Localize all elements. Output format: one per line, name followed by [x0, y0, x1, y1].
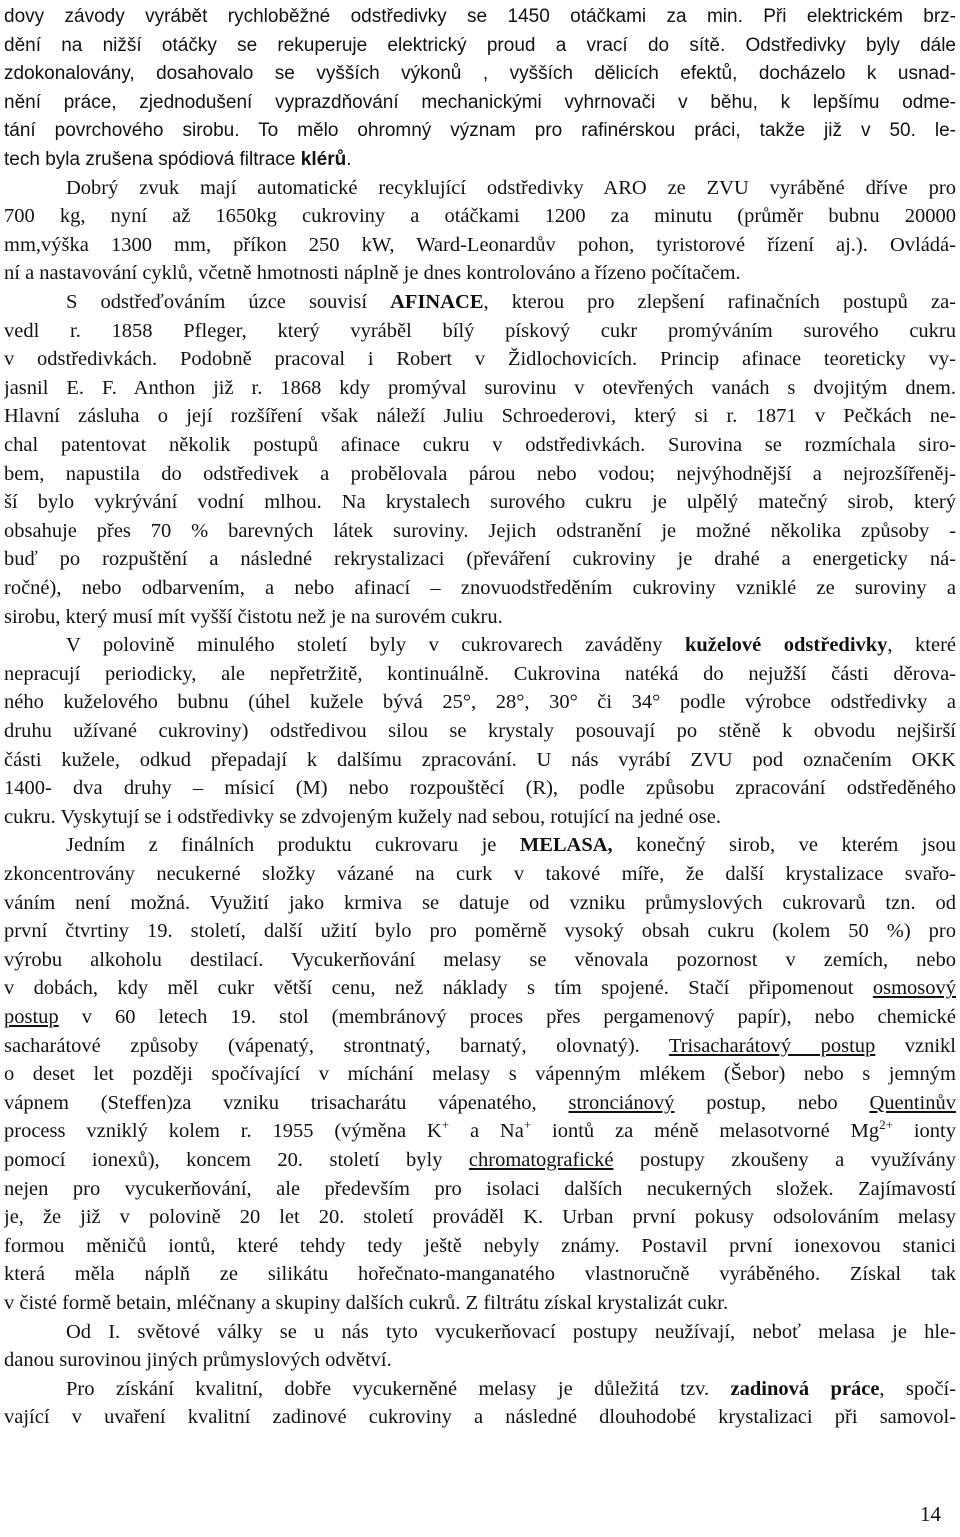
text-line: [4, 774, 956, 803]
text-line: [4, 517, 956, 546]
text-run: nejen pro vycukerňování, ale především pro isolaci dalších necukerných složek. Zajímavostí: [4, 1177, 956, 1200]
underlined-term: osmosový: [872, 977, 956, 1000]
text-line: [4, 1203, 956, 1232]
bold-term: MELASA,: [519, 834, 613, 857]
text-run: mm,výška 1300 mm, příkon 250 kW, Ward-Leonardův pohon, tyristorové řízení aj.). Ovládá-: [4, 233, 956, 256]
text-run: výrobu alkoholu destilací. Vycukerňování melasy se věnovala pozornost v zemích, nebo: [4, 948, 956, 971]
text-run: pomocí ionexů), koncem 20. století byly: [4, 1149, 469, 1171]
text-run: S odstřeďováním úzce souvisí: [66, 291, 391, 313]
text-run: V polovině minulého století byly v cukrovarech zaváděny: [66, 634, 685, 657]
text-run: tech byla zrušena spódiová filtrace: [4, 149, 301, 170]
text-line: [4, 946, 956, 975]
text-line: [4, 1260, 956, 1289]
text-line: [4, 1089, 956, 1118]
text-run: části kužele, odkud přepadají k dalšímu zpracování. U nás vyrábí ZVU pod označením OKK: [4, 748, 956, 771]
text-run: zkoncentrovány necukerné složky vázané na curk v takové míře, že další krystalizace svařo-: [4, 863, 956, 885]
underlined-term: stronciánový: [568, 1091, 675, 1114]
text-line: [4, 746, 956, 775]
text-run: v čisté formě betain, mléčnany a skupiny dalších cukrů. Z filtrátu získal krystalizát cukr.: [4, 1292, 729, 1314]
text-line: [4, 660, 956, 689]
underlined-term: chromatografické: [468, 1149, 614, 1171]
text-run: která měla náplň ze silikátu hořečnato-manganatého vlastnoručně vyráběného. Získal tak: [4, 1263, 956, 1286]
text-run: Jedním z finálních produktu cukrovaru je: [66, 834, 520, 857]
text-run: buď po rozpuštění a následné rekrystalizaci (převáření cukroviny je drahé a energeticky ná-: [4, 548, 956, 571]
text-line: [4, 59, 956, 88]
text-run: v odstředivkách. Podobně pracoval i Robert v Židlochovicích. Princip afinace teoreticky vy-: [4, 348, 956, 371]
text-line: [4, 1003, 956, 1032]
text-run: zdokonalovány, dosahovalo se vyšších výkonů , vyšších dělicích efektů, docházelo k usnad-: [4, 63, 956, 85]
text-run: nepracují periodicky, ale nepřetržitě, kontinuálně. Cukrovina natéká do nejužší části děrova-: [4, 662, 956, 685]
text-line: [4, 402, 956, 431]
text-line: [4, 688, 956, 717]
text-line: [4, 31, 956, 60]
underlined-term: Trisacharátový postup: [668, 1034, 876, 1057]
text-run: ionty: [892, 1120, 956, 1143]
text-line: [4, 288, 956, 317]
text-run: Dobrý zvuk mají automatické recyklující odstředivky ARO ze ZVU vyráběné dříve pro: [66, 176, 956, 199]
text-line: [4, 431, 956, 460]
text-run: a Na: [449, 1120, 524, 1143]
text-run: je, že již v polovině 20 let 20. století prováděl K. Urban první pokusy odsolováním melasy: [4, 1206, 956, 1229]
text-run: bem, napustila do odstředivek a probělovala párou nebo vodou; nejvýhodnější a nejrozšířeněj-: [4, 462, 956, 485]
text-run: dovy závody vyrábět rychloběžné odstředivky se 1450 otáčkami za min. Při elektrickém brz-: [4, 6, 956, 27]
text-line: [4, 574, 956, 603]
text-line: [4, 545, 956, 574]
text-line: [4, 345, 956, 374]
bold-term: zadinová práce: [730, 1377, 880, 1400]
underlined-term: Quentinův: [869, 1091, 956, 1114]
text-run: ného kuželového bubnu (úhel kužele bývá 25°, 28°, 30° či 34° podle výrobce odstředivky a: [4, 691, 956, 714]
text-run: ročné), nebo odbarvením, a nebo afinací – znovuodstředěním cukroviny vzniklé ze suroviny a: [4, 577, 956, 599]
text-line: [4, 717, 956, 746]
text-line: [4, 317, 956, 346]
text-line: [4, 202, 956, 231]
text-line: [4, 974, 956, 1003]
text-run: .: [346, 149, 352, 170]
text-line: [4, 145, 956, 174]
text-run: tání povrchového sirobu. To mělo ohromný význam pro rafinérskou práci, takže již v 50. le-: [4, 120, 956, 142]
text-line: [4, 2, 956, 31]
text-line: [4, 889, 956, 918]
text-line: [4, 1289, 956, 1318]
text-line: [4, 374, 956, 403]
text-run: Pro získání kvalitní, dobře vycukerněné melasy je důležitá tzv.: [66, 1377, 731, 1400]
text-line: [4, 1146, 956, 1175]
text-run: druhu užívané cukroviny) odstředivou silou se krystaly posouvají po stěně k obvodu nejširší: [4, 720, 956, 742]
text-line: [4, 860, 956, 889]
text-line: [4, 174, 956, 203]
text-run: chal patentovat několik postupů afinace cukru v odstředivkách. Surovina se rozmíchala siro-: [4, 434, 956, 456]
text-run: danou surovinou jiných průmyslových odvětví.: [4, 1349, 392, 1372]
text-run: o deset let později spočívající v míchání melasy s vápenným mlékem (Šebor) nebo s jemným: [4, 1063, 956, 1086]
text-run: process vzniklý kolem r. 1955 (výměna K: [4, 1120, 442, 1143]
text-run: ší bylo vykrývání vodní mlhou. Na krystalech surového cukru je ulpělý matečný sirob, který: [4, 491, 956, 514]
superscript: +: [441, 1117, 450, 1133]
text-line: [4, 116, 956, 145]
text-run: první čtvrtiny 19. století, další užití bylo pro poměrně vysoký obsah cukru (kolem 50 %) pro: [4, 920, 956, 943]
text-line: [4, 231, 956, 260]
bold-term: kuželové odstředivky: [684, 634, 888, 657]
text-run: jasnil E. F. Anthon již r. 1868 kdy promýval surovinu v otevřených vanách s dvojitým dnem.: [4, 376, 956, 399]
text-line: [4, 603, 956, 632]
bold-term: klérů: [300, 149, 347, 170]
text-line: [4, 259, 956, 288]
page-number: 14: [920, 1502, 941, 1526]
text-line: [4, 631, 956, 660]
text-run: sirobu, který musí mít vyšší čistotu než je na surovém cukru.: [4, 605, 503, 628]
text-run: v dobách, kdy měl cukr větší cenu, než náklady s tím spojené. Stačí připomenout: [4, 977, 873, 1000]
text-line: [4, 1403, 956, 1432]
text-line: [4, 917, 956, 946]
text-line: [4, 1232, 956, 1261]
superscript: 2+: [879, 1117, 893, 1133]
text-run: vznikl: [875, 1034, 956, 1057]
text-run: dění na nižší otáčky se rekuperuje elektrický proud a vrací do sítě. Odstředivky byly dále: [4, 34, 956, 56]
text-run: iontů za méně melasotvorné Mg: [531, 1120, 880, 1143]
text-line: [4, 831, 956, 860]
text-run: cukru. Vyskytují se i odstředivky se zdvojeným kužely nad sebou, rotující na jedné ose.: [4, 805, 721, 828]
underlined-term: postup: [4, 1006, 59, 1028]
text-run: postupy zkoušeny a využívány: [613, 1149, 956, 1171]
text-run: vedl r. 1858 Pfleger, který vyráběl bílý pískový cukr promýváním surového cukru: [4, 319, 956, 342]
text-line: [4, 460, 956, 489]
text-run: konečný sirob, ve kterém jsou: [612, 834, 956, 857]
text-run: Od I. světové války se u nás tyto vycukerňovací postupy neužívají, neboť melasa je hle-: [66, 1320, 956, 1343]
text-run: váním není možná. Využití jako krmiva se datuje od vzniku průmyslových cukrovarů tzn. od: [4, 891, 956, 914]
text-line: [4, 1318, 956, 1347]
text-run: , kterou pro zlepšení rafinačních postupů za-: [483, 291, 956, 313]
text-line: [4, 1117, 956, 1146]
text-run: nění práce, zjednodušení vyprazdňování mechanickými vyhrnovači v běhu, k lepšímu odme-: [4, 91, 956, 113]
text-line: [4, 488, 956, 517]
text-run: vající v uvaření kvalitní zadinové cukroviny a následné dlouhodobé krystalizaci při samovol-: [4, 1406, 956, 1429]
text-run: obsahuje přes 70 % barevných látek suroviny. Jejich odstranění je možné několika způsoby -: [4, 519, 956, 542]
text-run: 1400- dva druhy – mísicí (M) nebo rozpouštěcí (R), podle způsobu zpracování odstředěného: [4, 777, 956, 800]
text-run: formou měničů iontů, které tehdy tedy ještě nebyly známy. Postavil první ionexovou stanici: [4, 1234, 956, 1257]
text-line: [4, 88, 956, 117]
text-line: [4, 1032, 956, 1061]
superscript: +: [523, 1117, 532, 1133]
text-line: [4, 1375, 956, 1404]
text-run: v 60 letech 19. stol (membránový proces přes pergamenový papír), nebo chemické: [58, 1006, 956, 1028]
text-line: [4, 803, 956, 832]
text-run: Hlavní zásluha o její rozšíření však náleží Juliu Schroederovi, který si r. 1871 v Pečkách ne-: [4, 405, 956, 428]
text-run: , které: [887, 634, 956, 657]
text-line: [4, 1175, 956, 1204]
text-line: [4, 1346, 956, 1375]
text-line: [4, 1060, 956, 1089]
text-run: vápnem (Steffen)za vzniku trisacharátu vápenatého,: [4, 1091, 569, 1114]
text-run: sacharátové způsoby (vápenatý, strontnatý, barnatý, olovnatý).: [4, 1034, 669, 1057]
text-run: ní a nastavování cyklů, včetně hmotnosti náplně je dnes kontrolováno a řízeno počítačem.: [4, 262, 741, 285]
text-run: postup, nebo: [674, 1091, 870, 1114]
bold-term: AFINACE: [390, 291, 484, 313]
text-run: 700 kg, nyní až 1650kg cukroviny a otáčkami 1200 za minutu (průměr bubnu 20000: [4, 205, 956, 228]
text-run: , spočí-: [879, 1377, 956, 1400]
